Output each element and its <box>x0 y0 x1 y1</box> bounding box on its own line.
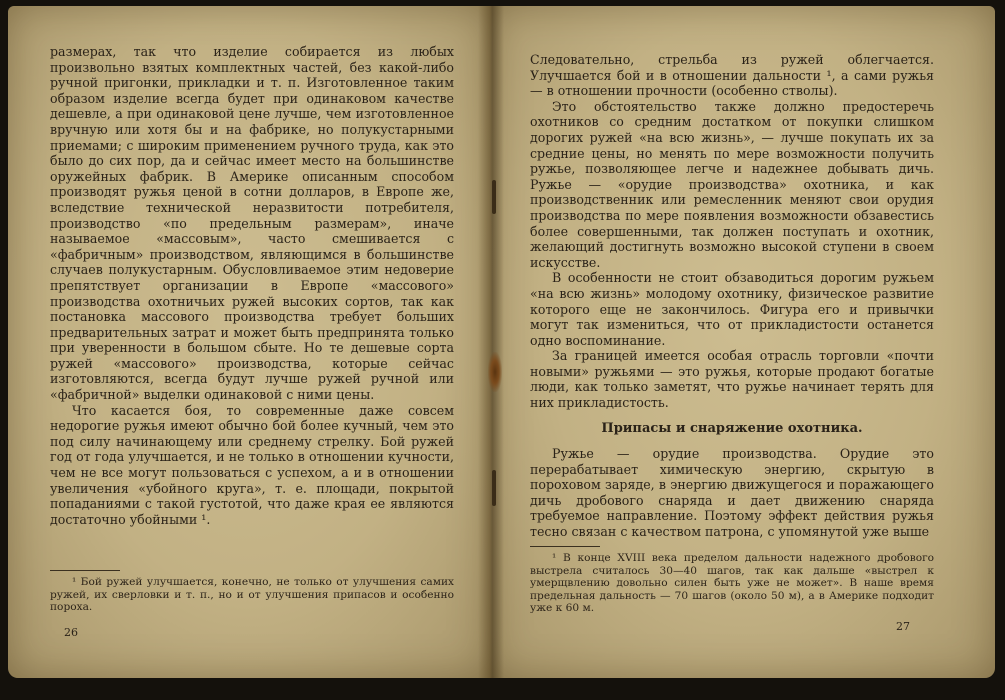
left-footnote-text: ¹ Бой ружей улучшается, конечно, не только от улучшения самих ружей, их сверловки и т. п., но и от улучшения припасов и особенно пороха. <box>50 576 454 614</box>
left-footnote-rule <box>50 570 120 571</box>
staple-top-icon <box>492 180 496 214</box>
book-gutter <box>478 6 504 678</box>
left-footnote <box>50 576 454 614</box>
rust-stain <box>488 352 502 392</box>
left-body <box>50 44 454 527</box>
section-heading: Припасы и снаряжение охотника. <box>601 421 863 436</box>
right-paragraph-3: В особенности не стоит обзаводиться дорогим ружьем «на всю жизнь» молодому охотнику, физическое развитие которого еще не закончилось. Фигура его и привычки могут так измениться, что от прикладистости останется одно воспоминание. <box>530 270 934 348</box>
right-section-body <box>530 446 934 540</box>
right-paragraph-1: Следовательно, стрельба из ружей облегчается. Улучшается бой и в отношении дальности ¹, а сами ружья — в отношении прочности (особенно стволы). <box>530 52 934 99</box>
right-footnote-rule <box>530 546 600 547</box>
left-paragraph-2: Что касается боя, то современные даже совсем недорогие ружья имеют обычно бой более кучный, чем это под силу начинающему или среднему стрелку. Бой ружей год от года улучшается, и не только в отношении кучности, чем не все могут пользоваться с успехом, а и в отношении увеличения «убойного круга», т. е. площади, покрытой попаданиями с такой густотой, что даже края ее являются достаточно убойными ¹. <box>50 402 454 527</box>
right-paragraph-4: За границей имеется особая отрасль торговли «почти новыми» ружьями — это ружья, которые продают богатые люди, как только заметят, что ружье начинает терять для них прикладистость. <box>530 348 934 411</box>
right-footnote-text: ¹ В конце XVIII века пределом дальности надежного дробового выстрела считалось 30—40 шагов, так как дальше «выстрел к умерщвлению довольно силен быть уже не может». В наше время предельная дальность — 70 шагов (около 50 м), а в Америке подходит уже к 60 м. <box>530 552 934 615</box>
left-page-number: 26 <box>64 626 78 639</box>
left-paragraph-1: размерах, так что изделие собирается из любых произвольно взятых комплектных частей, без какой-либо ручной пригонки, прикладки и т. п. Изготовленное таким образом изделие всегда будет при одинаковом качестве дешевле, а при одинаковой цене лучше, чем изготовленное вручную или хотя бы и на фабрике, но полукустарными приемами; с широким применением ручного труда, как это было до сих пор, да и сейчас имеет место на большинстве оружейных фабрик. В Америке описанным способом производят ружья ценой в сотни долларов, в Европе же, вследствие технической неразвитости потребителя, производство «по предельным размерам», иначе называемое «массовым», часто смешивается с «фабричным» производством, являющимся в большинстве случаев полукустарным. Обусловливаемое этим недоверие препятствует организации в Европе «массового» производства охотничьих ружей высоких сортов, так как постановка массового производства требует больших предварительных затрат и может быть предпринята только при уверенности в большом сбыте. Но те дешевые сорта ружей «массового» производства, которые сейчас изготовляются, всегда будут лучше ружей ручной или «фабричной» выделки одинаковой с ними цены. <box>50 44 454 403</box>
staple-bottom-icon <box>492 470 496 506</box>
right-paragraph-2: Это обстоятельство также должно предостеречь охотников со средним достатком от покупки слишком дорогих ружей «на всю жизнь», — лучше покупать их за средние цены, но менять по мере возможности получить ружье, позволяющее легче и надежнее добывать дичь. Ружье — «орудие производства» охотника, и как производственник или ремесленник меняют свои орудия производства по мере появления возможности обзавестись более совершенными, так должен поступать и охотник, желающий достигнуть возможно высокой ступени в своем искусстве. <box>530 98 934 270</box>
right-section-paragraph: Ружье — орудие производства. Орудие это перерабатывает химическую энергию, скрытую в пороховом заряде, в энергию движущегося и поражающего дичь дробового снаряда и дает движению снаряда требуемое направление. Поэтому эффект действия ружья тесно связан с качеством патрона, с упомянутой уже выше <box>530 446 934 539</box>
right-body <box>530 52 934 411</box>
right-page-number: 27 <box>896 620 910 633</box>
right-footnote <box>530 552 934 615</box>
